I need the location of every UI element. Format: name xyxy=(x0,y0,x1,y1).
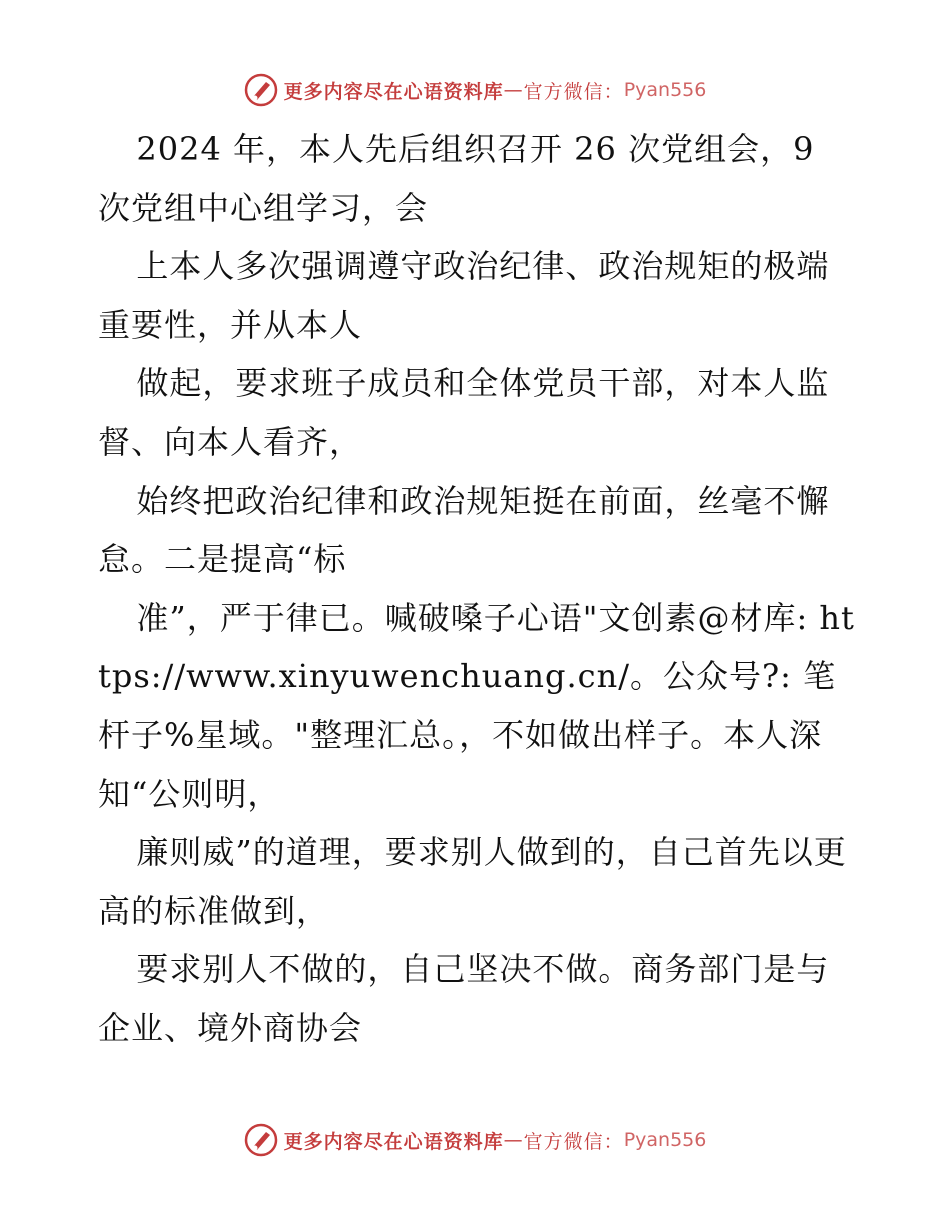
paragraph: 要求别人不做的，自己坚决不做。商务部门是与企业、境外商协会 xyxy=(98,950,830,1047)
paragraph: 始终把政治纪律和政治规矩挺在前面，丝毫不懈怠。二是提高“标 xyxy=(98,481,830,579)
paragraph: 2024 年，本人先后组织召开 26 次党组会，9 次党组中心组学习，会 xyxy=(98,130,815,227)
paragraph: 上本人多次强调遵守政治纪律、政治规矩的极端重要性，并从本人 xyxy=(98,247,830,344)
paragraph: 廉则威”的道理，要求别人做到的，自己首先以更高的标准做到， xyxy=(98,833,847,930)
banner-main-text: 更多内容尽在心语资料库 xyxy=(283,80,504,103)
document-body xyxy=(98,120,858,1058)
banner-wechat-id: Pyan556 xyxy=(623,1129,707,1151)
banner-main-text: 更多内容尽在心语资料库 xyxy=(283,1130,504,1153)
banner-dash: — xyxy=(503,79,524,101)
banner-sub-text: 官方微信： xyxy=(523,1130,624,1153)
banner-dash: — xyxy=(503,1129,524,1151)
paragraph: 做起，要求班子成员和全体党员干部，对本人监督、向本人看齐， xyxy=(98,364,830,461)
banner-wechat-id: Pyan556 xyxy=(623,79,707,101)
pen-logo-icon xyxy=(244,1123,278,1157)
banner-sub-text: 官方微信： xyxy=(523,80,624,103)
watermark-banner-top xyxy=(0,70,950,110)
watermark-banner-bottom xyxy=(0,1120,950,1160)
paragraph: 准”，严于律已。喊破嗓子心语"文创素@材库: https://www.xinyuwenchuang.cn/。公众号?: 笔杆子%星域。"整理汇总。，不如做出样子。本人深知“公则明， xyxy=(98,598,855,813)
pen-logo-icon xyxy=(244,73,278,107)
